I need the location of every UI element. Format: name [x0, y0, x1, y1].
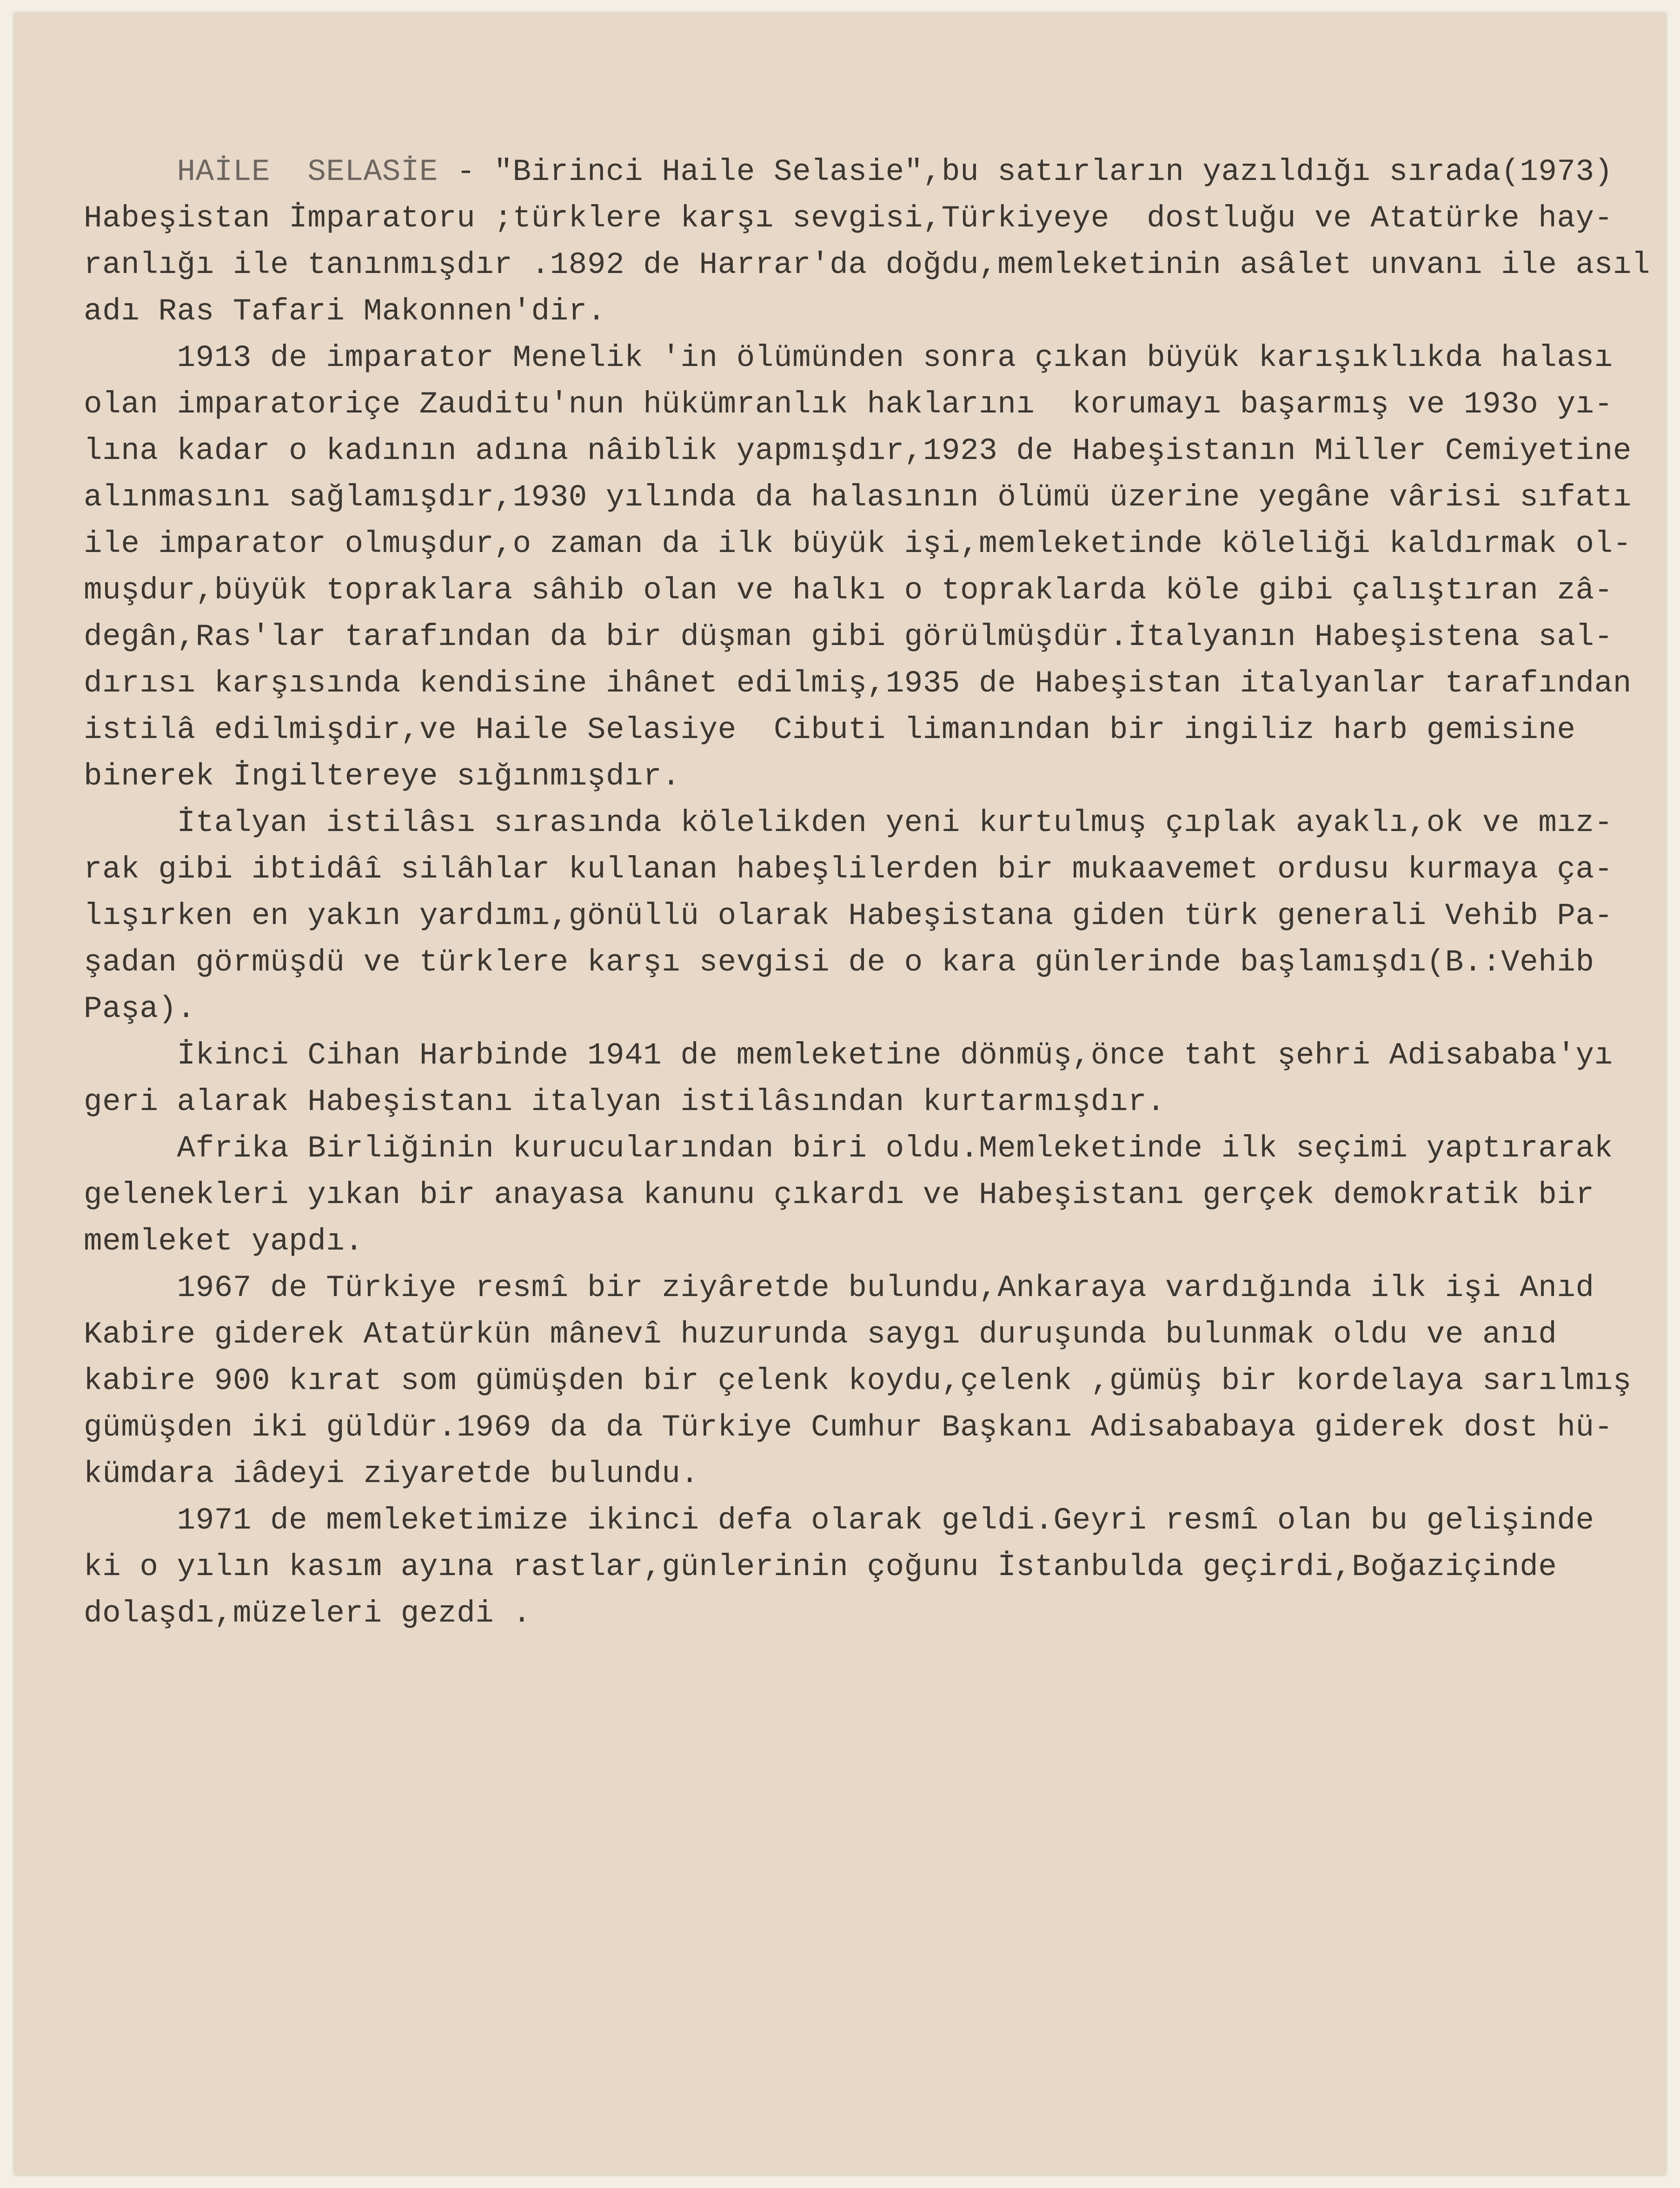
text-line: dolaşdı,müzeleri gezdi .: [84, 1596, 531, 1631]
text-line: kümdara iâdeyi ziyaretde bulundu.: [84, 1456, 699, 1491]
text-line: rak gibi ibtidâî silâhlar kullanan habeşlilerden bir mukaavemet ordusu kurmaya ça-: [84, 852, 1613, 887]
text-line: adı Ras Tafari Makonnen'dir.: [84, 294, 606, 329]
text-line: lışırken en yakın yardımı,gönüllü olarak Habeşistana giden türk generali Vehib Pa-: [84, 898, 1613, 933]
text-line: gelenekleri yıkan bir anayasa kanunu çıkardı ve Habeşistanı gerçek demokratik bir: [84, 1177, 1594, 1212]
text-line: ki o yılın kasım ayına rastlar,günlerinin çoğunu İstanbulda geçirdi,Boğaziçinde: [84, 1550, 1557, 1584]
text-line: geri alarak Habeşistanı italyan istilâsından kurtarmışdır.: [84, 1084, 1166, 1119]
text-line: Paşa).: [84, 991, 196, 1026]
text-line: gümüşden iki güldür.1969 da da Türkiye Cumhur Başkanı Adisababaya giderek dost hü-: [84, 1410, 1613, 1445]
text-line: 1913 de imparator Menelik 'in ölümünden sonra çıkan büyük karışıklıkda halası: [84, 340, 1613, 375]
text-line: Habeşistan İmparatoru ;türklere karşı sevgisi,Türkiyeye dostluğu ve Atatürke hay-: [84, 201, 1613, 236]
text-line: İkinci Cihan Harbinde 1941 de memleketine dönmüş,önce taht şehri Adisababa'yı: [84, 1038, 1613, 1073]
text-line: [84, 149, 1665, 195]
text-line: Afrika Birliğinin kurucularından biri oldu.Memleketinde ilk seçimi yaptırarak: [84, 1131, 1613, 1166]
text-line: ranlığı ile tanınmışdır .1892 de Harrar'da doğdu,memleketinin asâlet unvanı ile asıl: [84, 247, 1650, 282]
text-line: degân,Ras'lar tarafından da bir düşman gibi görülmüşdür.İtalyanın Habeşistena sal-: [84, 619, 1613, 654]
text-line: memleket yapdı.: [84, 1224, 364, 1259]
document-title: HAİLE SELASİE: [177, 154, 438, 189]
typewritten-page: [14, 13, 1666, 2175]
text-line: alınmasını sağlamışdır,1930 yılında da halasının ölümü üzerine yegâne vârisi sıfatı: [84, 480, 1632, 515]
text-line: olan imparatoriçe Zauditu'nun hükümranlık haklarını korumayı başarmış ve 193o yı-: [84, 387, 1613, 422]
text-line: binerek İngiltereye sığınmışdır.: [84, 759, 681, 794]
text-line: kabire 900 kırat som gümüşden bir çelenk koydu,çelenk ,gümüş bir kordelaya sarılmış: [84, 1363, 1632, 1398]
text-line: 1971 de memleketimize ikinci defa olarak geldi.Geyri resmî olan bu gelişinde: [84, 1503, 1594, 1538]
text-line: İtalyan istilâsı sırasında kölelikden yeni kurtulmuş çıplak ayaklı,ok ve mız-: [84, 805, 1613, 840]
text-line: şadan görmüşdü ve türklere karşı sevgisi de o kara günlerinde başlamışdı(B.:Vehib: [84, 945, 1594, 980]
text-line: Kabire giderek Atatürkün mânevî huzurunda saygı duruşunda bulunmak oldu ve anıd: [84, 1317, 1557, 1352]
text-line: lına kadar o kadının adına nâiblik yapmışdır,1923 de Habeşistanın Miller Cemiyetine: [84, 433, 1632, 468]
text-line: 1967 de Türkiye resmî bir ziyâretde bulundu,Ankaraya vardığında ilk işi Anıd: [84, 1270, 1594, 1305]
text-line: ile imparator olmuşdur,o zaman da ilk büyük işi,memleketinde köleliği kaldırmak ol-: [84, 526, 1632, 561]
text-line: istilâ edilmişdir,ve Haile Selasiye Cibuti limanından bir ingiliz harb gemisine: [84, 712, 1576, 747]
text-line: dırısı karşısında kendisine ihânet edilmiş,1935 de Habeşistan italyanlar tarafından: [84, 666, 1632, 701]
text-line: muşdur,büyük topraklara sâhib olan ve halkı o topraklarda köle gibi çalıştıran zâ-: [84, 573, 1613, 608]
text-line-content: - "Birinci Haile Selasie",bu satırların yazıldığı sırada(1973): [438, 154, 1613, 189]
document-body: [84, 149, 1665, 1637]
